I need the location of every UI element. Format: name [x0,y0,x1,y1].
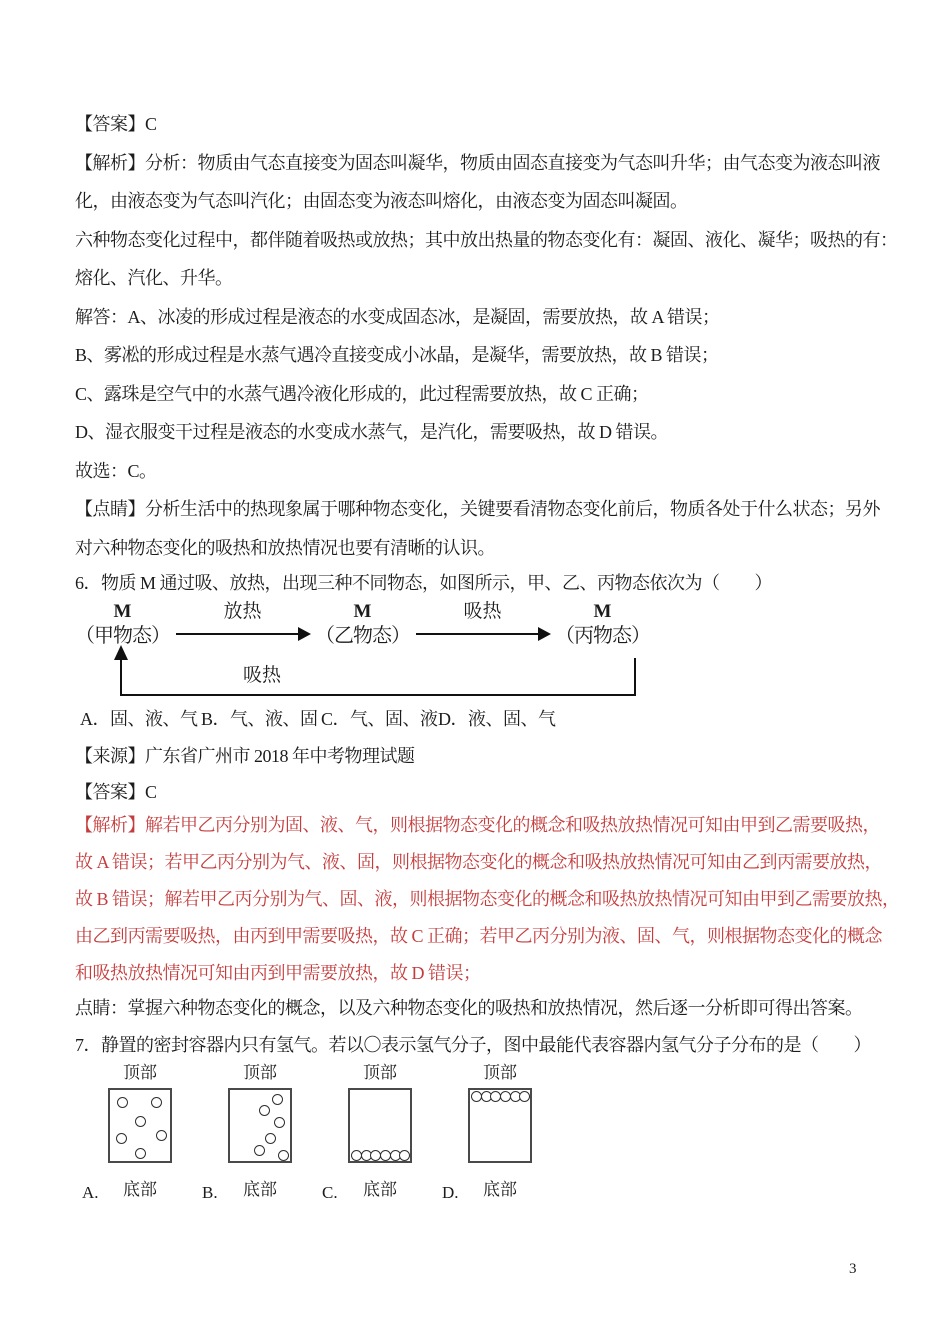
page-number: 3 [849,1261,857,1277]
hydrogen-molecule-circle [117,1097,128,1108]
analysis-text-line: 【解析】分析：物质由气态直接变为固态叫凝华，物质由固态直接变为气态叫升华；由气态变为液态叫液 [75,152,880,173]
hydrogen-molecule-circle [274,1117,285,1128]
heat-absorb-label: 吸热 [463,601,502,622]
container-box [468,1088,532,1163]
diagram-node-jia [75,600,170,649]
heat-absorb-return-arrow [120,658,636,696]
return-arrow-label: 吸热 [243,665,282,686]
analysis-text-line: C、露珠是空气中的水蒸气遇冷液化形成的，此过程需要放热，故 C 正确； [75,383,649,404]
hydrogen-molecule-circle [519,1091,530,1102]
analysis-text-line: 熔化、汽化、升华。 [75,268,233,288]
state-jia-label: （甲物态） [75,625,170,647]
hydrogen-molecule-circle [254,1145,265,1156]
container-top-label: 顶部 [243,1063,277,1082]
heat-release-label: 放热 [223,601,262,622]
analysis-text-line: 六种物态变化过程中，都伴随着吸热或放热；其中放出热量的物态变化有：凝固、液化、凝华；吸热的有： [75,229,898,250]
option-letter: D. [442,1183,459,1202]
question-5-solution-block [75,105,897,567]
arrow-shaft [416,633,549,635]
hydrogen-molecule-circle [135,1148,146,1159]
hydrogen-molecule-circle [278,1150,289,1161]
container-bottom-label: 底部 [243,1180,277,1199]
option-letter: C. [322,1183,338,1202]
hydrogen-molecule-circle [265,1133,276,1144]
diagram-node-yi [315,600,410,649]
container-top-label: 顶部 [123,1063,157,1082]
answer-line-q6: 【答案】C [75,782,157,802]
container-bottom-label: 底部 [123,1180,157,1199]
container-box [228,1088,292,1163]
hydrogen-molecule-circle [272,1094,283,1105]
option-letter: B. [202,1183,218,1202]
option-b: B．气、液、固 [201,709,318,729]
question-7-stem: 7．静置的密封容器内只有氢气。若以〇表示氢气分子，图中最能代表容器内氢气分子分布的是（ ） [75,1035,871,1055]
question-6-analysis-block [75,807,900,992]
molecule-container-a [78,1062,203,1207]
question-7-options-figures [0,1062,950,1207]
diagram-node-bing [555,600,650,649]
analysis-text-line: B、雾凇的形成过程是水蒸气遇冷直接变成小冰晶，是凝华，需要放热，故 B 错误； [75,345,719,365]
container-top-label: 顶部 [363,1063,397,1082]
option-letter: A. [82,1183,99,1202]
substance-m-label: M [113,601,132,622]
question-6-options [0,700,950,738]
hydrogen-molecule-circle [151,1097,162,1108]
state-yi-label: （乙物态） [315,625,410,647]
analysis-text-line: D、湿衣服变干过程是液态的水变成水蒸气，是汽化，需要吸热，故 D 错误。 [75,422,668,442]
answer-choice-line: 故选：C。 [75,460,157,481]
molecule-container-b [198,1062,323,1207]
state-change-diagram [75,600,725,702]
substance-m-label: M [593,601,612,622]
state-bing-label: （丙物态） [555,625,650,647]
hydrogen-molecule-circle [156,1130,167,1141]
analysis-text-line: 解答：A、冰凌的形成过程是液态的水变成固态冰，是凝固，需要放热，故 A 错误； [75,306,720,327]
arrow-shaft [176,633,309,635]
diagram-node-row [75,600,725,649]
source-line: 【来源】广东省广州市 2018 年中考物理试题 [75,746,415,766]
hydrogen-molecule-circle [399,1150,410,1161]
answer-label-line: 【答案】C [75,114,157,134]
analysis-red-line: 和吸热放热情况可知由丙到甲需要放热，故 D 错误； [75,963,481,983]
heat-release-arrow [170,600,315,635]
option-c: C．气、固、液 [321,709,438,729]
hydrogen-molecule-circle [135,1116,146,1127]
container-bottom-label: 底部 [363,1180,397,1199]
container-box [108,1088,172,1163]
heat-absorb-arrow [410,600,555,635]
substance-m-label: M [353,601,372,622]
analysis-red-line: 【解析】解若甲乙丙分别为固、液、气，则根据物态变化的概念和吸热放热情况可知由甲到乙需要吸热， [75,815,880,835]
option-a: A．固、液、气 [80,709,198,729]
container-top-label: 顶部 [483,1063,517,1082]
key-point-line: 对六种物态变化的吸热和放热情况也要有清晰的认识。 [75,537,495,558]
molecule-container-d [438,1062,563,1207]
question-6-stem: 6．物质 M 通过吸、放热，出现三种不同物态，如图所示，甲、乙、丙物态依次为（ ） [75,573,773,593]
option-d: D．液、固、气 [438,709,556,729]
analysis-red-line: 故 B 错误；解若甲乙丙分别为气、固、液，则根据物态变化的概念和吸热放热情况可知由甲到乙需要放热， [75,889,900,909]
molecule-container-c [318,1062,443,1207]
tip-line: 点睛：掌握六种物态变化的概念，以及六种物态变化的吸热和放热情况，然后逐一分析即可得出答案。 [75,998,863,1018]
container-bottom-label: 底部 [483,1180,517,1199]
key-point-line: 【点睛】分析生活中的热现象属于哪种物态变化，关键要看清物态变化前后，物质各处于什么状态；另外 [75,499,880,519]
analysis-red-line: 由乙到丙需要吸热，由丙到甲需要吸热，故 C 正确；若甲乙丙分别为液、固、气，则根据物态变化的概念 [75,926,883,946]
hydrogen-molecule-circle [116,1133,127,1144]
analysis-text-line: 化，由液态变为气态叫汽化；由固态变为液态叫熔化，由液态变为固态叫凝固。 [75,191,688,211]
analysis-red-line: 故 A 错误；若甲乙丙分别为气、液、固，则根据物态变化的概念和吸热放热情况可知由乙到丙需要放热， [75,852,883,872]
container-box [348,1088,412,1163]
hydrogen-molecule-circle [259,1105,270,1116]
